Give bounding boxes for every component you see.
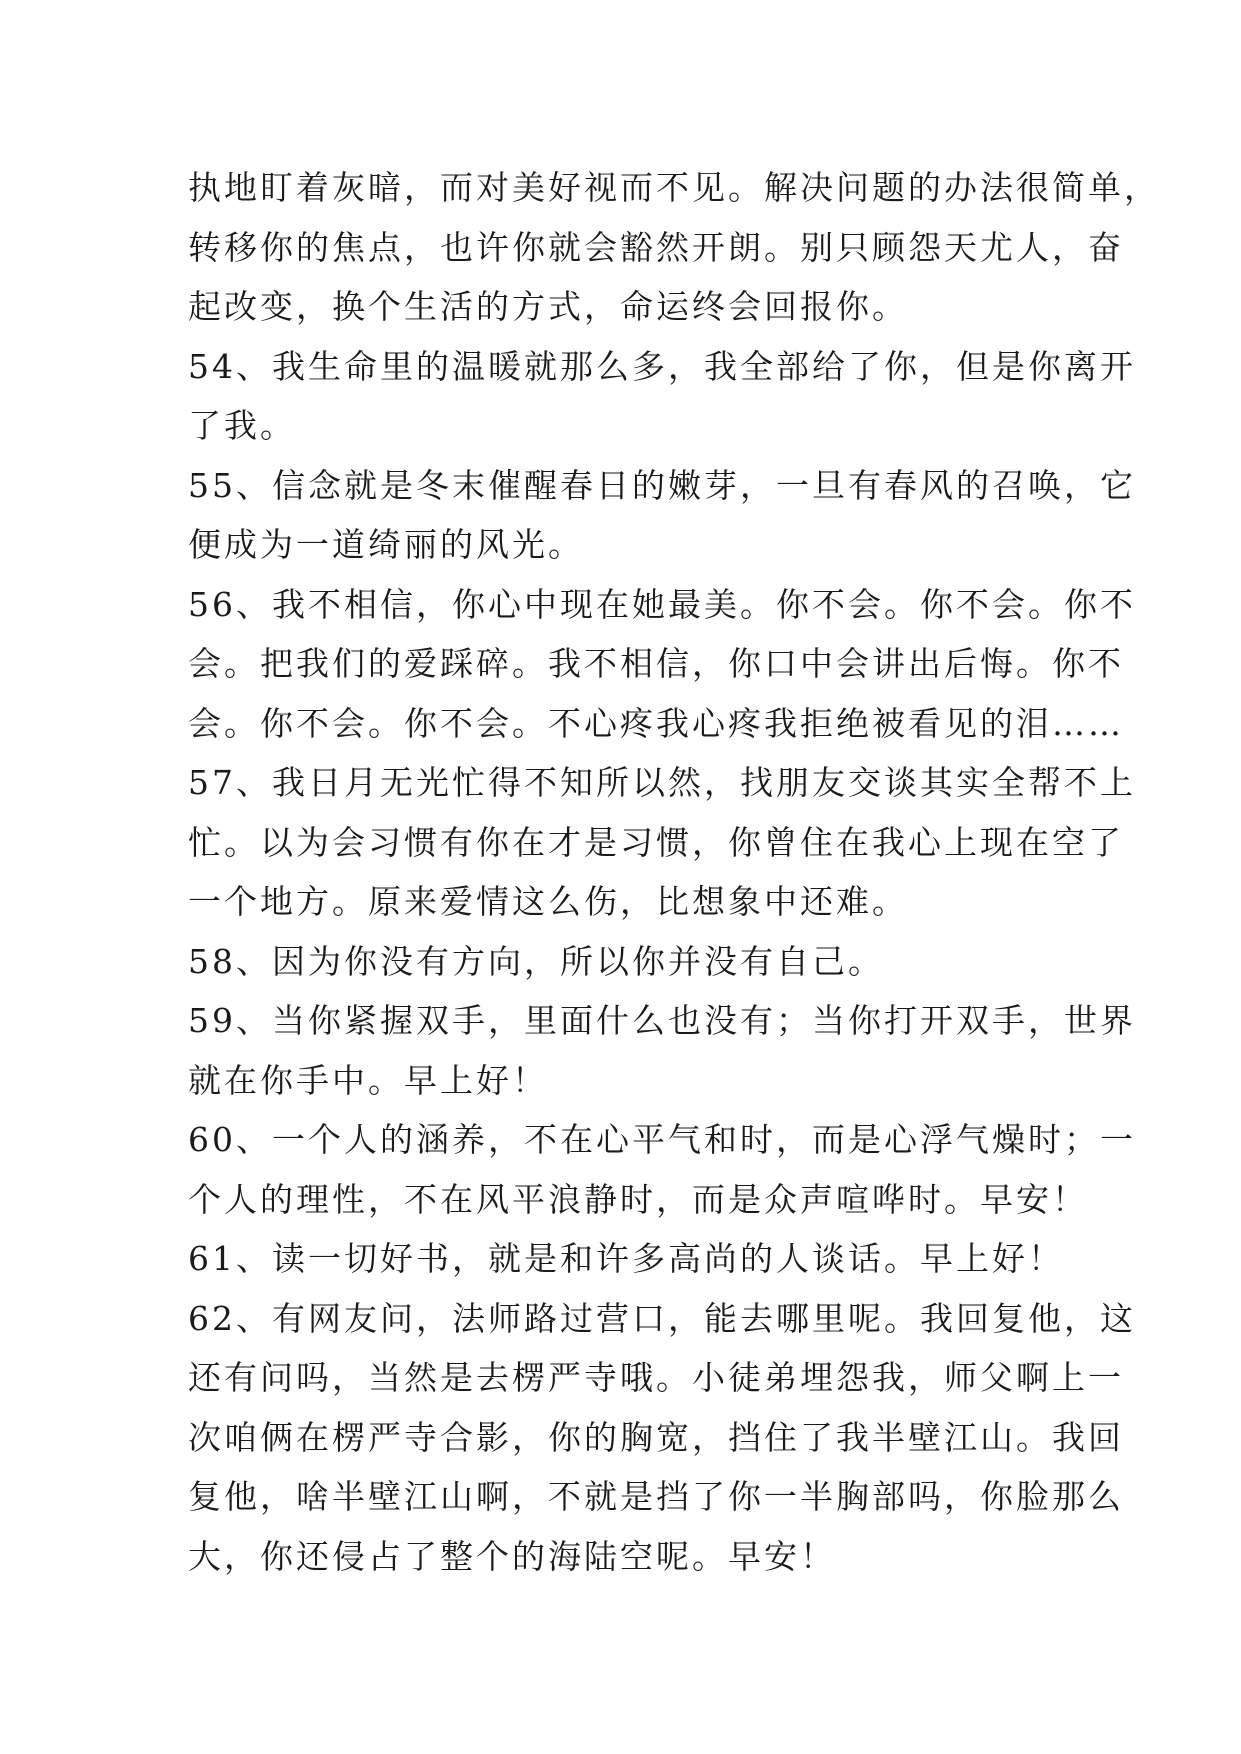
text-line: 会。把我们的爱踩碎。我不相信，你口中会讲出后悔。你不 — [188, 644, 1124, 683]
text-line: 就在你手中。早上好！ — [188, 1060, 548, 1100]
text-line: 59、当你紧握双手，里面什么也没有；当你打开双手，世界 — [188, 1001, 1136, 1040]
text-line: 55、信念就是冬末催醒春日的嫩芽，一旦有春风的召唤，它 — [188, 465, 1136, 505]
text-line: 56、我不相信，你心中现在她最美。你不会。你不会。你不 — [188, 584, 1136, 624]
text-line: 复他，啥半壁江山啊，不就是挡了你一半胸部吗，你脸那么 — [188, 1477, 1124, 1516]
text-line: 大，你还侵占了整个的海陆空呢。早安！ — [188, 1536, 836, 1576]
text-line: 便成为一道绮丽的风光。 — [188, 525, 584, 564]
text-line: 执地盯着灰暗，而对美好视而不见。解决问题的办法很简单， — [188, 168, 1160, 207]
text-line: 忙。以为会习惯有你在才是习惯，你曾住在我心上现在空了 — [188, 822, 1124, 862]
text-line: 还有问吗，当然是去楞严寺哦。小徒弟埋怨我，师父啊上一 — [188, 1358, 1124, 1397]
text-line: 会。你不会。你不会。不心疼我心疼我拒绝被看见的泪…… — [188, 703, 1124, 743]
text-line: 57、我日月无光忙得不知所以然，找朋友交谈其实全帮不上 — [188, 763, 1136, 802]
text-line: 54、我生命里的温暖就那么多，我全部给了你，但是你离开 — [188, 346, 1136, 386]
text-line: 60、一个人的涵养，不在心平气和时，而是心浮气燥时；一 — [188, 1120, 1136, 1159]
text-line: 转移你的焦点，也许你就会豁然开朗。别只顾怨天尤人，奋 — [188, 227, 1124, 267]
text-line: 个人的理性，不在风平浪静时，而是众声喧哗时。早安！ — [188, 1179, 1088, 1219]
document-body — [188, 158, 1160, 1586]
text-line: 了我。 — [188, 406, 296, 445]
text-line: 61、读一切好书，就是和许多高尚的人谈话。早上好！ — [188, 1239, 1064, 1278]
text-line: 一个地方。原来爱情这么伤，比想象中还难。 — [188, 882, 908, 921]
text-line: 58、因为你没有方向，所以你并没有自己。 — [188, 941, 884, 981]
text-line: 起改变，换个生活的方式，命运终会回报你。 — [188, 287, 908, 326]
text-line: 62、有网友问，法师路过营口，能去哪里呢。我回复他，这 — [188, 1298, 1136, 1338]
text-line: 次咱俩在楞严寺合影，你的胸宽，挡住了我半壁江山。我回 — [188, 1417, 1124, 1457]
